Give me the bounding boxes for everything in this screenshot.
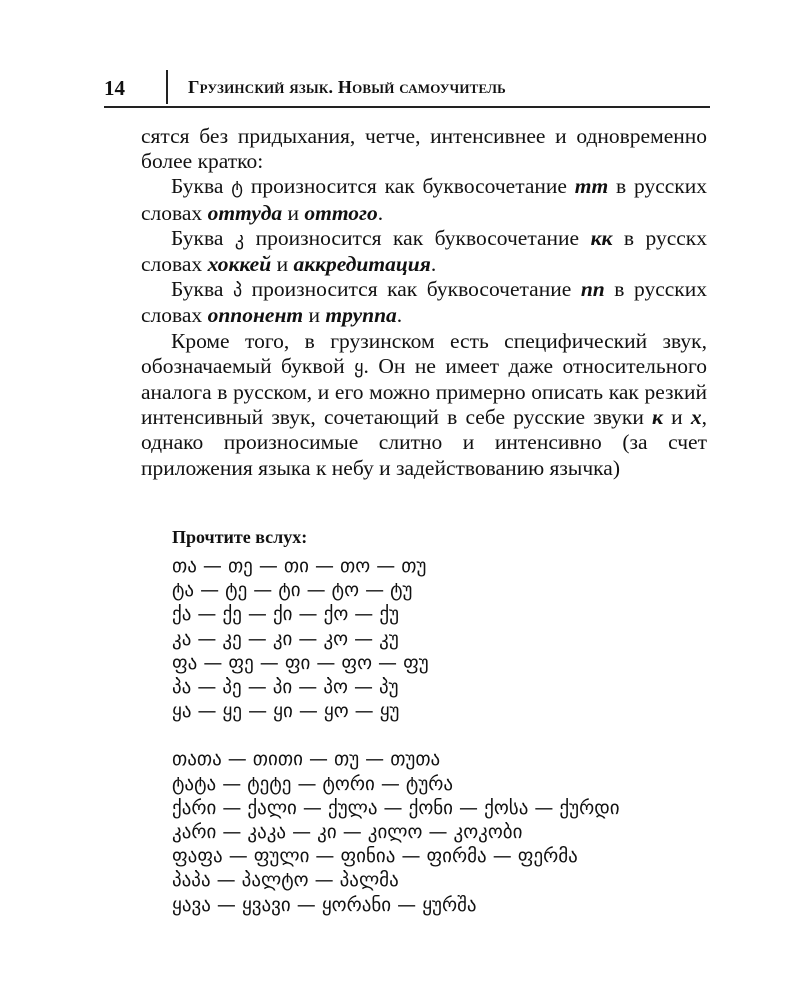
word-row: ფაფა — ფული — ფინია — ფირმა — ფერმა [172, 845, 578, 868]
running-title-rest: рузинский язык. Новый самоучитель [199, 77, 506, 97]
page-number: 14 [104, 76, 125, 100]
sound-k: к [652, 405, 663, 430]
example-word: оттуда [207, 200, 283, 225]
exercise-title: Прочтите вслух: [172, 527, 308, 547]
paragraph-letter-q: Кроме того, в грузинском есть специфический звук, обозначаемый буквой ყ. Он не имеет даже относительного аналога в русском, и его можно примерно описать как резкий интенсивный звук, сочетающий в себе русские звуки к и х, однако произносимые слитно и интенсивно (за счет приложения языка к небу и задействованию язычка) [141, 328, 707, 480]
georgian-letter: პ [232, 280, 243, 302]
running-header [104, 66, 710, 108]
paragraph-letter-k: Буква კ произносится как буквосочетание кк в русскх словах хоккей и аккредитация. [141, 225, 708, 277]
paragraph-letter-p: Буква პ произносится как буквосочетание пп в русских словах оппонент и труппа. [141, 277, 707, 328]
word-row: ქარი — ქალი — ქულა — ქონი — ქოსა — ქურდი [172, 796, 620, 819]
letter-combination: кк [590, 225, 613, 250]
syllable-row: ყა — ყე — ყი — ყო — ყუ [172, 700, 400, 723]
running-title [188, 77, 506, 98]
group-spacer [172, 723, 712, 747]
paragraph-continuation: сятся без придыхания, четче, интенсивнее и одновременно более кратко: [141, 124, 707, 174]
syllable-row: ქა — ქე — ქი — ქო — ქუ [172, 603, 400, 626]
syllable-row: ფა — ფე — ფი — ფო — ფუ [172, 651, 429, 674]
body-text [141, 124, 707, 481]
word-row: ტატა — ტეტე — ტორი — ტურა [172, 772, 454, 795]
syllable-row: კა — კე — კი — კო — კუ [172, 627, 399, 650]
word-row: თათა — თითი — თუ — თუთა [172, 748, 441, 771]
paragraph-letter-t: Буква ტ произносится как буквосочетание тт в русских словах оттуда и оттого. [141, 174, 707, 225]
example-word: труппа [325, 303, 397, 328]
running-title-lead: Г [188, 77, 200, 97]
georgian-letter: კ [234, 228, 245, 250]
word-row: კარი — კაკა — კი — კილო — კოკობი [172, 821, 523, 844]
word-row: პაპა — პალტო — პალმა [172, 869, 399, 892]
example-word: аккредитация [293, 252, 431, 277]
syllable-row: თა — თე — თი — თო — თუ [172, 555, 427, 577]
example-word: оттого [304, 200, 378, 225]
syllable-row: ტა — ტე — ტი — ტო — ტუ [172, 579, 413, 602]
reading-exercise [172, 527, 712, 917]
georgian-letter: ტ [231, 177, 244, 199]
header-divider [166, 70, 168, 104]
sound-x: х [690, 405, 702, 430]
letter-combination: тт [574, 174, 609, 199]
example-word: хоккей [207, 252, 272, 277]
syllable-row: პა — პე — პი — პო — პუ [172, 676, 399, 699]
georgian-letter: ყ [354, 356, 364, 378]
letter-combination: пп [580, 277, 605, 302]
word-row: ყავა — ყვავი — ყორანი — ყურშა [172, 893, 477, 916]
example-word: оппонент [207, 303, 304, 328]
